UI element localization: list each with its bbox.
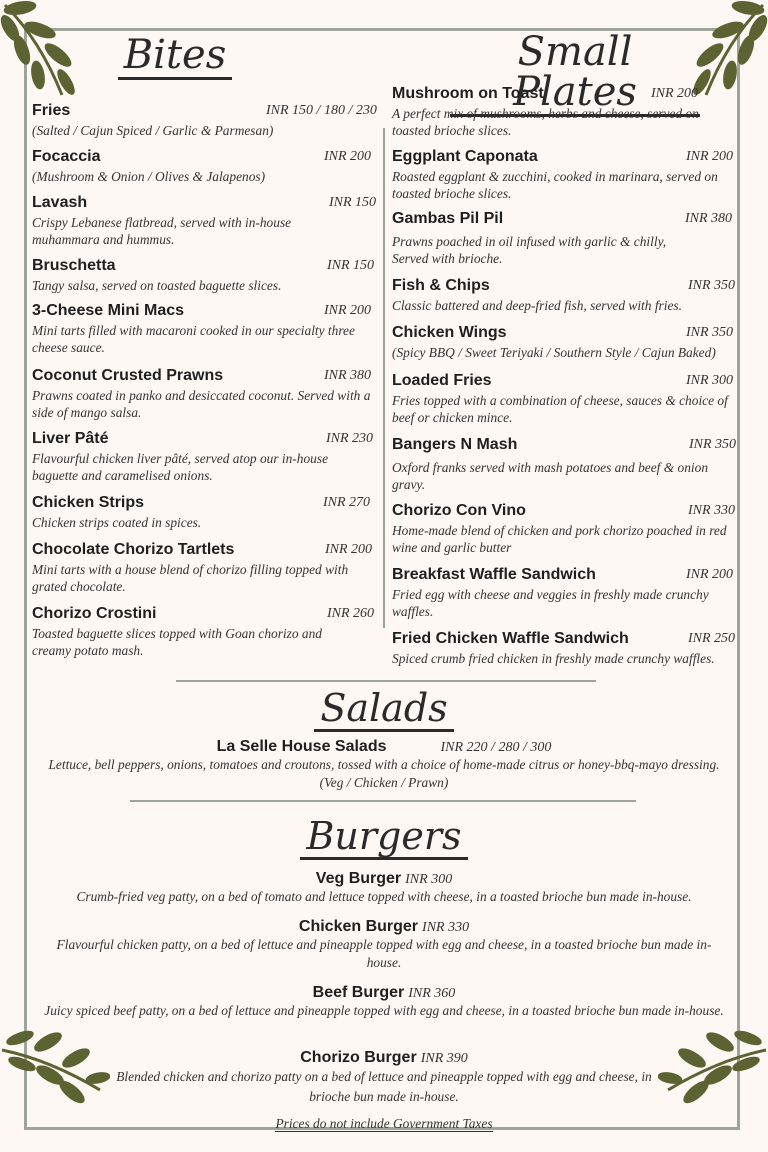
item-name: Coconut Crusted Prawns <box>32 367 224 384</box>
item-name: Lavash <box>32 194 88 211</box>
menu-item <box>32 429 378 484</box>
item-description: Lettuce, bell peppers, onions, tomatoes and croutons, tossed with a choice of home-made citrus or honey-bbq-mayo dressing. (Veg / Chicken / Prawn) <box>48 757 720 790</box>
item-price: INR 350 <box>688 278 736 293</box>
leaf-branch-bottom-left-icon <box>0 1020 110 1110</box>
item-name: Chicken Wings <box>392 324 507 341</box>
item-description: Tangy salsa, served on toasted baguette slices. <box>32 278 282 293</box>
menu-item <box>32 366 378 421</box>
item-description: Oxford franks served with mash potatoes and beef & onion gravy. <box>392 460 709 492</box>
menu-item <box>392 84 738 139</box>
item-price: INR 200 <box>324 303 372 318</box>
menu-item <box>32 193 378 248</box>
menu-item <box>392 147 738 202</box>
menu-item <box>392 629 738 667</box>
item-name: Loaded Fries <box>392 372 492 389</box>
item-description: Home-made blend of chicken and pork chorizo poached in red wine and garlic butter <box>392 523 727 555</box>
menu-item <box>392 276 738 314</box>
item-price: INR 390 <box>420 1051 468 1066</box>
column-divider <box>383 128 385 628</box>
small-plates-title: Small Plates <box>450 32 700 117</box>
menu-item <box>392 371 738 426</box>
item-price: INR 150 / 180 / 230 <box>266 103 377 118</box>
item-price: INR 150 <box>327 258 375 273</box>
item-price: INR 260 <box>327 606 375 621</box>
burger-item <box>40 870 728 906</box>
item-name: Chorizo Burger <box>300 1049 417 1066</box>
item-price: INR 200 <box>324 149 372 164</box>
item-description: Mini tarts with a house blend of chorizo filling topped with grated chocolate. <box>32 562 349 594</box>
item-price: INR 330 <box>422 920 470 935</box>
item-name: Liver Pâté <box>32 430 109 447</box>
item-name: Bruschetta <box>32 257 116 274</box>
item-price: INR 200 <box>651 86 699 101</box>
item-description: Blended chicken and chorizo patty on a bed of lettuce and pineapple topped with egg and cheese, in brioche bun made in-house. <box>116 1069 652 1104</box>
item-description: Roasted eggplant & zucchini, cooked in marinara, served on toasted brioche slices. <box>392 169 718 201</box>
divider-line <box>176 680 596 682</box>
menu-item <box>32 540 378 595</box>
item-description: Toasted baguette slices topped with Goan chorizo and creamy potato mash. <box>32 626 322 658</box>
divider-line <box>130 800 636 802</box>
menu-item <box>32 493 378 531</box>
burger-item <box>40 984 728 1020</box>
item-name: Fish & Chips <box>392 277 490 294</box>
leaf-branch-top-left-icon <box>0 0 80 100</box>
item-description: Flavourful chicken liver pâté, served atop our in-house baguette and caramelised onions. <box>32 451 329 483</box>
item-name: Gambas Pil Pil <box>392 210 504 227</box>
menu-item <box>32 101 378 139</box>
menu-item <box>32 147 378 185</box>
menu-item <box>32 301 378 356</box>
item-name: La Selle House Salads <box>216 738 387 755</box>
item-description: Crispy Lebanese flatbread, served with in-house muhammara and hummus. <box>32 215 292 247</box>
menu-item <box>392 323 738 361</box>
item-description: (Mushroom & Onion / Olives & Jalapenos) <box>32 169 266 184</box>
item-description: Flavourful chicken patty, on a bed of lettuce and pineapple topped with egg and cheese, in a toasted brioche bun made in-house. <box>56 937 712 970</box>
tax-note-text: Prices do not include Government Taxes <box>275 1116 493 1131</box>
item-name: Eggplant Caponata <box>392 148 538 165</box>
item-price: INR 230 <box>326 431 374 446</box>
item-description: Mini tarts filled with macaroni cooked in our specialty three cheese sauce. <box>32 323 355 355</box>
salad-item <box>40 738 728 792</box>
item-name: Chicken Strips <box>32 494 145 511</box>
item-price: INR 380 <box>324 368 372 383</box>
salads-title: Salads <box>284 686 484 732</box>
item-price: INR 300 <box>405 872 453 887</box>
bites-title: Bites <box>110 32 240 80</box>
item-price: INR 350 <box>686 325 734 340</box>
menu-item <box>392 209 738 267</box>
item-description: Chicken strips coated in spices. <box>32 515 202 530</box>
item-description: Spiced crumb fried chicken in freshly made crunchy waffles. <box>392 651 715 666</box>
item-description: Fries topped with a combination of cheese, sauces & choice of beef or chicken mince. <box>392 393 728 425</box>
item-price: INR 200 <box>686 567 734 582</box>
item-description: (Spicy BBQ / Sweet Teriyaki / Southern Style / Cajun Baked) <box>392 345 716 360</box>
menu-item <box>392 501 738 556</box>
item-price: INR 360 <box>408 986 456 1001</box>
item-price: INR 380 <box>685 211 733 226</box>
leaf-branch-bottom-right-icon <box>658 1020 768 1110</box>
item-description: Crumb-fried veg patty, on a bed of tomato and lettuce topped with cheese, in a toasted brioche bun made in-house. <box>76 889 692 904</box>
item-name: Chorizo Con Vino <box>392 502 526 519</box>
item-name: Fries <box>32 102 71 119</box>
burger-item <box>40 918 728 972</box>
item-name: Veg Burger <box>315 870 402 887</box>
item-price: INR 200 <box>686 149 734 164</box>
item-price: INR 270 <box>323 495 371 510</box>
item-description: Classic battered and deep-fried fish, served with fries. <box>392 298 682 313</box>
item-name: Breakfast Waffle Sandwich <box>392 566 596 583</box>
item-name: Chicken Burger <box>298 918 419 935</box>
item-name: Beef Burger <box>312 984 405 1001</box>
tax-note <box>0 1116 768 1132</box>
item-description: Fried egg with cheese and veggies in freshly made crunchy waffles. <box>392 587 709 619</box>
item-name: Mushroom on Toast <box>392 85 544 102</box>
burgers-title: Burgers <box>294 814 474 860</box>
item-price: INR 330 <box>688 503 736 518</box>
item-name: 3-Cheese Mini Macs <box>32 302 185 319</box>
item-price: INR 250 <box>688 631 736 646</box>
item-description: (Salted / Cajun Spiced / Garlic & Parmesan) <box>32 123 274 138</box>
item-price: INR 150 <box>329 195 377 210</box>
menu-item <box>392 565 738 620</box>
item-name: Bangers N Mash <box>392 436 518 453</box>
item-price: INR 220 / 280 / 300 <box>440 740 552 755</box>
item-name: Chocolate Chorizo Tartlets <box>32 541 235 558</box>
item-price: INR 200 <box>325 542 373 557</box>
item-description: Prawns coated in panko and desiccated coconut. Served with a side of mango salsa. <box>32 388 371 420</box>
burger-item <box>110 1049 658 1107</box>
item-name: Fried Chicken Waffle Sandwich <box>392 630 629 647</box>
item-price: INR 350 <box>689 437 737 452</box>
item-description: Prawns poached in oil infused with garlic & chilly, Served with brioche. <box>392 234 667 266</box>
item-description: A perfect mix of mushrooms, herbs and cheese, served on toasted brioche slices. <box>392 106 699 138</box>
item-description: Juicy spiced beef patty, on a bed of lettuce and pineapple topped with egg and cheese, in a toasted brioche bun made in-house. <box>44 1003 724 1018</box>
item-name: Focaccia <box>32 148 101 165</box>
item-name: Chorizo Crostini <box>32 605 157 622</box>
menu-item <box>32 256 378 294</box>
item-price: INR 300 <box>686 373 734 388</box>
menu-item <box>392 435 738 493</box>
menu-item <box>32 604 378 659</box>
